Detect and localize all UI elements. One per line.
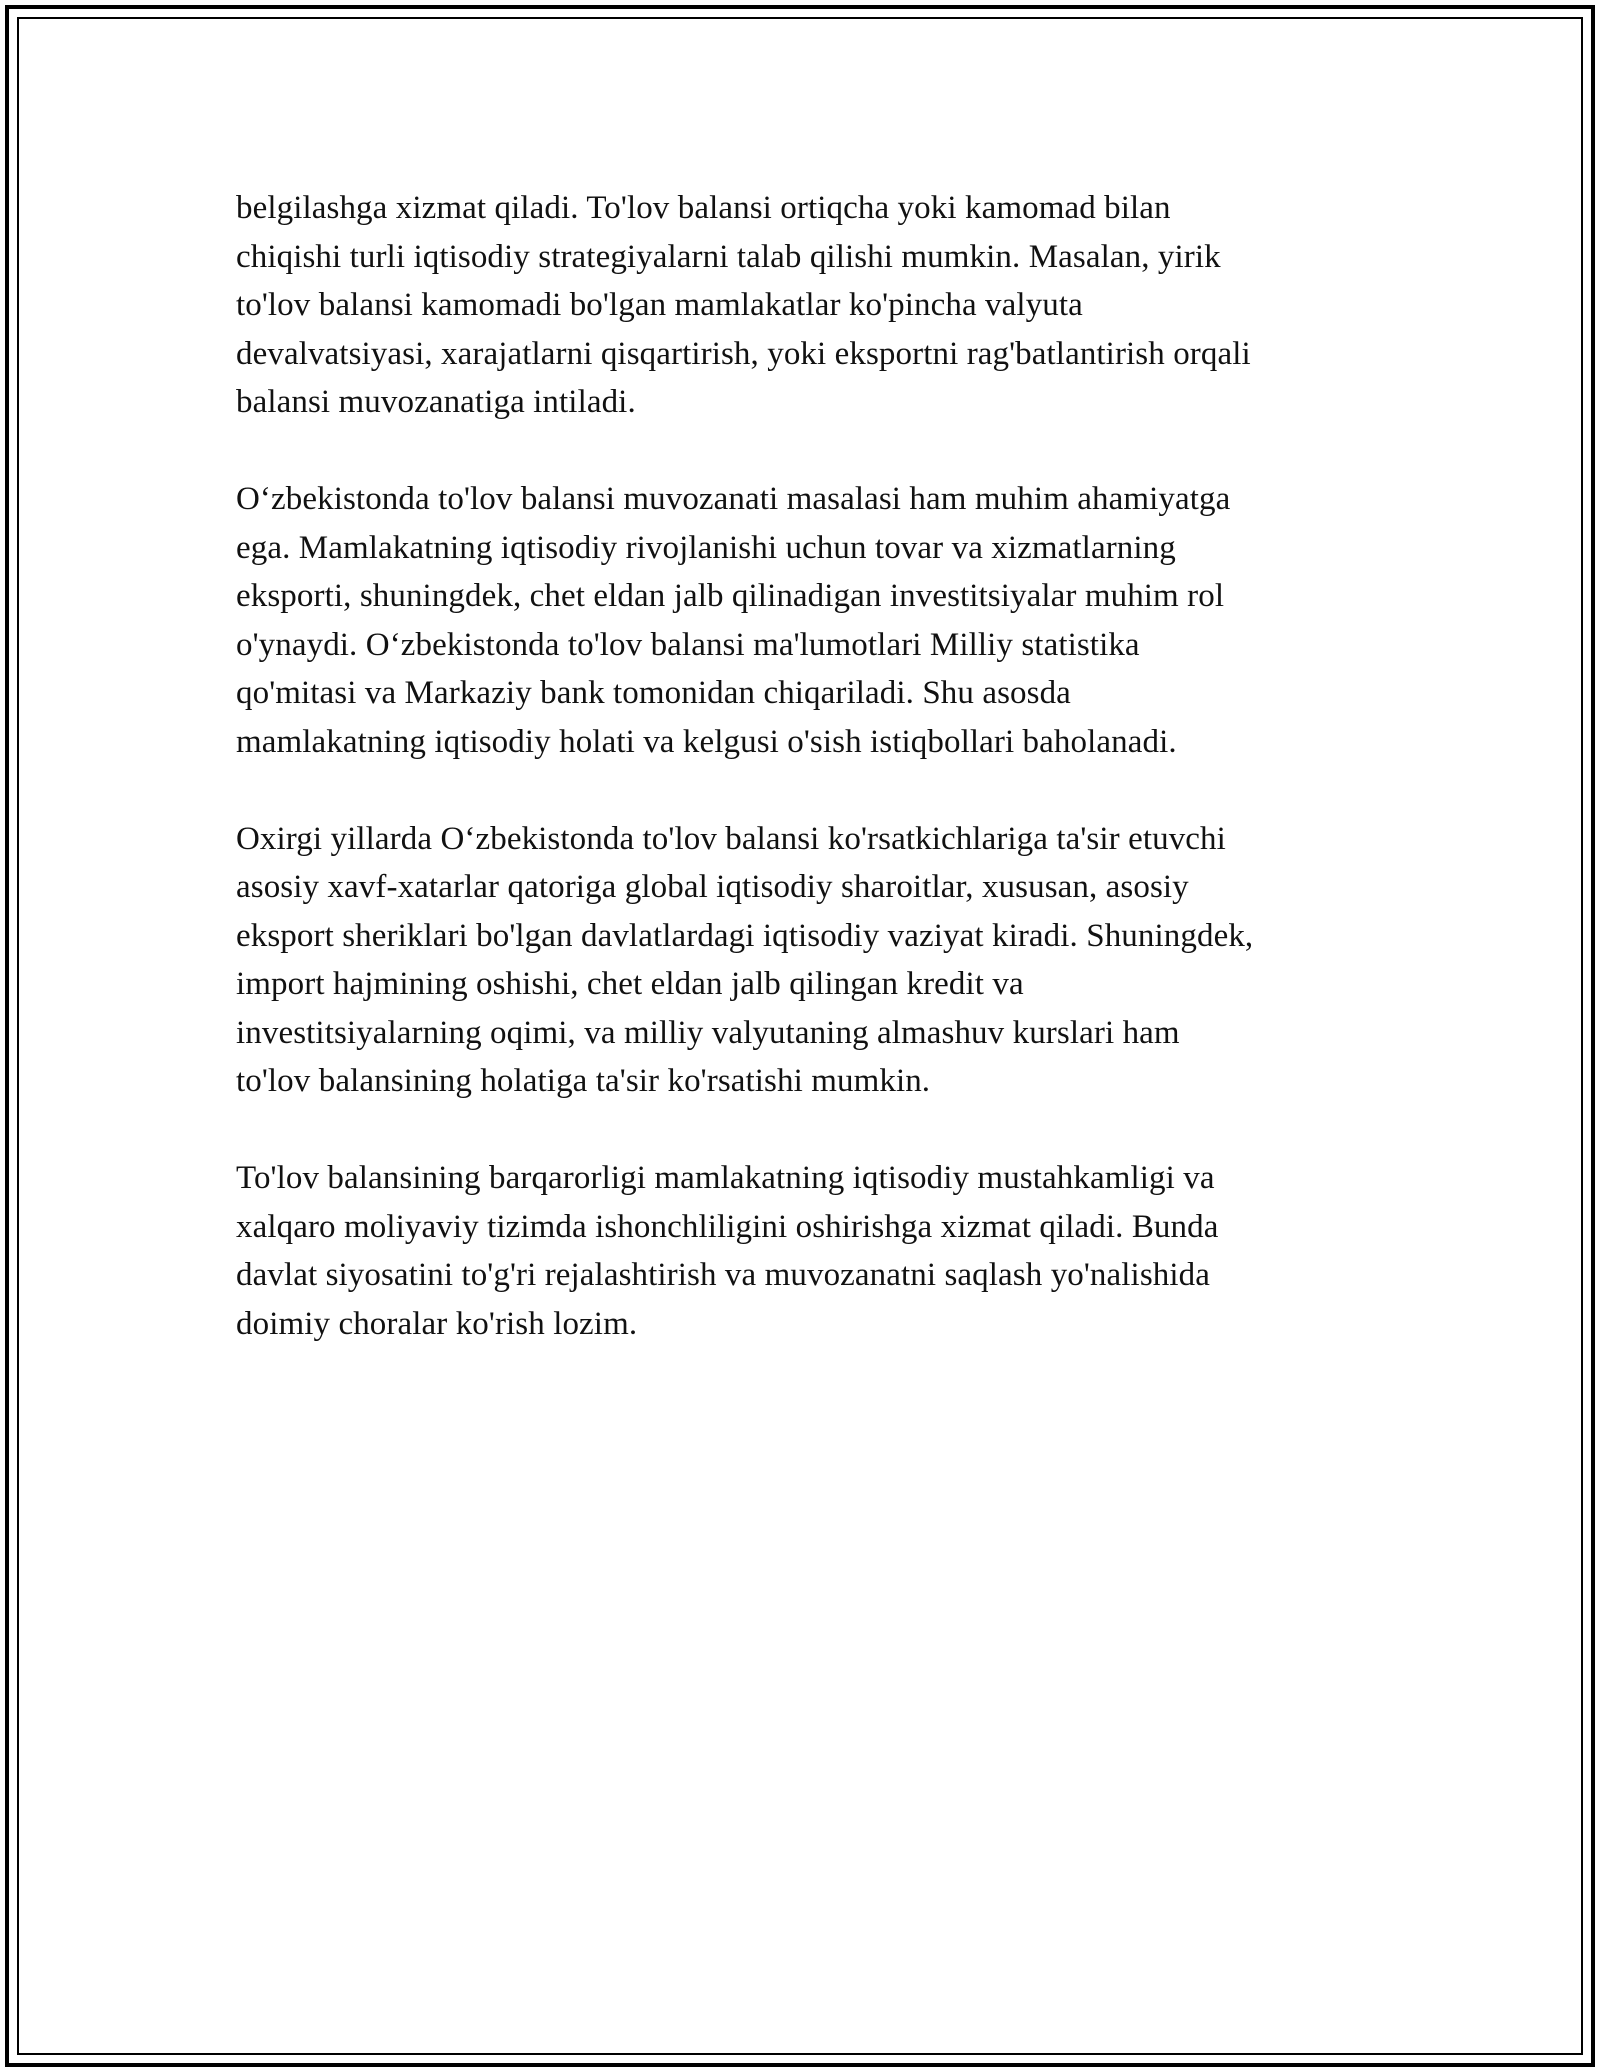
paragraph-3: Oxirgi yillarda O‘zbekistonda to'lov balansi ko'rsatkichlariga ta'sir etuvchi asosiy xavf-xatarlar qatoriga global iqtisodiy sharoitlar, xususan, asosiy eksport sheriklari bo'lgan davlatlardagi iqtisodiy vaziyat kiradi. Shuningdek, import hajmining oshishi, chet eldan jalb qilingan kredit va investitsiyalarning oqimi, va milliy valyutaning almashuv kurslari ham to'lov balansining holatiga ta'sir ko'rsatishi mumkin. bbox=[236, 820, 1254, 1099]
document-body bbox=[236, 184, 1376, 1348]
paragraph-1: belgilashga xizmat qiladi. To'lov balansi ortiqcha yoki kamomad bilan chiqishi turli iqtisodiy strategiyalarni talab qilishi mumkin. Masalan, yirik to'lov balansi kamomadi bo'lgan mamlakatlar ko'pincha valyuta devalvatsiyasi, xarajatlarni qisqartirish, yoki eksportni rag'batlantirish orqali balansi muvozanatiga intiladi. bbox=[236, 190, 1251, 420]
paragraph-4: To'lov balansining barqarorligi mamlakatning iqtisodiy mustahkamligi va xalqaro moliyaviy tizimda ishonchliligini oshirishga xizmat qiladi. Bunda davlat siyosatini to'g'ri rejalashtirish va muvozanatni saqlash yo'nalishida doimiy choralar ko'rish lozim. bbox=[236, 1160, 1219, 1342]
paragraph-2: O‘zbekistonda to'lov balansi muvozanati masalasi ham muhim ahamiyatga ega. Mamlakatning iqtisodiy rivojlanishi uchun tovar va xizmatlarning eksporti, shuningdek, chet eldan jalb qilinadigan investitsiyalar muhim rol o'ynaydi. O‘zbekistonda to'lov balansi ma'lumotlari Milliy statistika qo'mitasi va Markaziy bank tomonidan chiqariladi. Shu asosda mamlakatning iqtisodiy holati va kelgusi o'sish istiqbollari baholanadi. bbox=[236, 481, 1231, 760]
